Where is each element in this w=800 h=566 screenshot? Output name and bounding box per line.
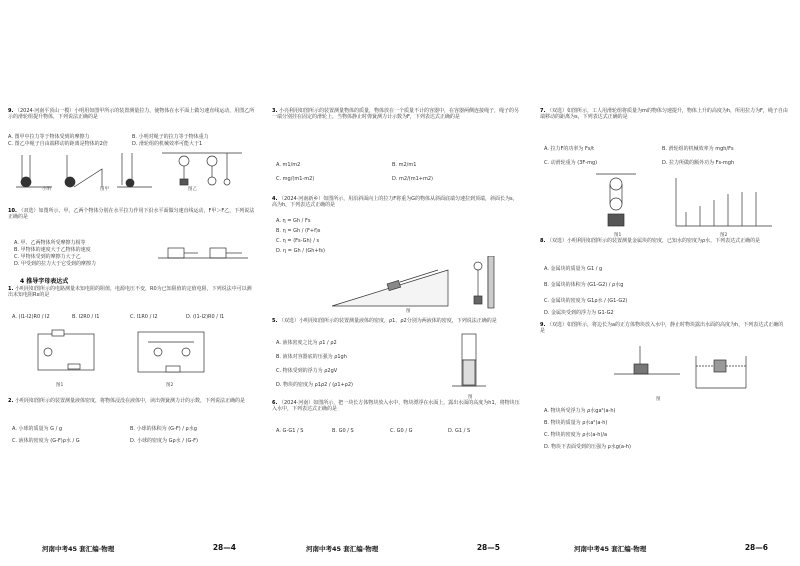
figure-label: 图甲 [100, 187, 109, 192]
figure-tank [610, 344, 750, 394]
option-c: C. η = (Fs-Gh) / s [276, 238, 320, 244]
option-a: A. 金属块的质量为 G1 / g [544, 266, 603, 272]
page-footer: 河南中考45 套汇编·物理 28—5 [306, 543, 500, 553]
option-a: A. (I1-I2)R0 / I2 [12, 314, 50, 320]
option-a: A. 拉力F的功率为 Fs/t [544, 146, 595, 152]
option-d: D. 滑轮组的机械效率可能大于1 [132, 141, 203, 147]
option-c: C. 液体的密度为 (G-F)ρ水 / G [12, 438, 80, 444]
figure-label: 图2 [166, 383, 174, 388]
option-d: D. 甲受到的拉力大于它受到的摩擦力 [14, 261, 97, 267]
option-b: B. 金属块的体积为 (G1-G2) / ρ水g [544, 282, 624, 288]
figure-label: 小明 [42, 187, 51, 192]
column-right [540, 104, 788, 504]
option-d: D. (I1-I2)R0 / I1 [186, 314, 225, 320]
option-a: A. 物块所受浮力为 ρ水ga²(a-h) [544, 408, 616, 414]
figure-label: 图 [656, 397, 661, 402]
column-left [8, 104, 256, 504]
question-6: 6. （2024·河南）如图所示，把一块长方体物块放入水中，物块漂浮在水面上，露出水面的高度为h1，将物块压入水中，下列表达式正确的是 [272, 400, 520, 413]
option-d: D. 拉力所做的额外功为 Fs-mgh [662, 160, 735, 166]
option-b: B. 小球的体积为 (G-F) / ρ水g [130, 426, 197, 432]
figure-q10 [158, 242, 248, 268]
option-c: C. 甲物体受到的摩擦力大于乙 [14, 254, 81, 260]
question-9: 9. （2024·河南平顶山一模）小明用如图甲所示的装置测量拉力，使物体在水平面上做匀速直线运动，用图乙所示的滑轮组提升物体，下列说法正确的是 [8, 108, 255, 121]
option-c: C. 图乙中绳子自由端移动的距离是物体的2倍 [8, 141, 108, 147]
question-4: 4. （2024·河南新乡）如图所示，用沿斜面向上的拉力F将重为G的物体从斜面底端匀速拉到顶端，斜面长为s，高为h，下列表达式正确的是 [272, 196, 518, 209]
question-7: 7. （双选）如图所示，工人用滑轮组将质量为m的物体匀速提升，物体上升的高度为h，所用拉力为F，绳子自由端移动的距离为s，下列表达式正确的是 [540, 108, 788, 121]
option-c: C. mg/(m1-m2) [276, 176, 315, 182]
option-c: C. 物块的密度为 ρ水(a-h)/a [544, 432, 608, 438]
option-a: A. η = Gh / Fs [276, 218, 311, 224]
question-10: 10. （双选）如图所示，甲、乙两个物体分别在水平拉力作用下沿水平面做匀速直线运动，F甲＞F乙，下列说法正确的是 [8, 208, 255, 221]
option-b: B. 滑轮组的机械效率为 mgh/Fs [662, 146, 734, 152]
option-d: D. 金属块受到的浮力为 G1-G2 [544, 310, 614, 316]
figure-incline [328, 256, 518, 312]
option-c: C. 动滑轮重为 (3F-mg) [544, 160, 598, 166]
option-b: B. 甲物体的速度大于乙物体的速度 [14, 247, 91, 253]
option-b: B. I2R0 / I1 [72, 314, 100, 320]
figure-label: 图1 [614, 233, 622, 238]
figure-tube [432, 324, 512, 394]
option-a: A. m1/m2 [276, 162, 301, 168]
option-d: D. G1 / S [448, 428, 471, 434]
question-9: 9. （双选）如图所示，将边长为a的正方体物块放入水中，静止时物块露出水面的高度为h，下列表达式正确的是 [540, 322, 784, 335]
option-d: D. m2/(m1+m2) [392, 176, 433, 182]
question-3: 3. 小亮利用如图所示的装置测量物体的质量，物体放在一个质量不计的容器中，在容器两侧连接绳子，绳子的另一端分别挂在固定的滑轮上，当物体静止时弹簧测力计示数为F，下列表达式正确的是 [272, 108, 519, 121]
page-footer: 河南中考45 套汇编·物理 28—6 [574, 543, 768, 553]
figure-label: 图 [468, 395, 473, 400]
option-a: A. G-G1 / S [276, 428, 304, 434]
question-8: 8. （双选）小明利用如图所示的装置测量金属块的密度，已知水的密度为ρ水，下列表达式正确的是 [540, 238, 761, 244]
figure-label: 图2 [720, 233, 728, 238]
option-a: A. 甲、乙两物体所受摩擦力相等 [14, 240, 86, 246]
option-b: B. 液体对容器底的压强为 ρ1gh [276, 354, 347, 360]
question-2: 2. 小明用如图所示的装置测量液体密度，将物体浸没在液体中，读出弹簧测力计的示数，下列说法正确的是 [8, 398, 245, 404]
question-5: 5. （双选）小明用如图所示的装置测量液体的密度，ρ1、ρ2分别为两液体的密度，下列说法正确的是 [272, 318, 497, 324]
option-a: A. 图甲中拉力等于物体受到的摩擦力 [8, 134, 90, 140]
option-c: C. G0 / G [390, 428, 413, 434]
option-d: D. 物块的密度为 ρ1ρ2 / (ρ1+ρ2) [276, 382, 353, 388]
option-a: A. 液体密度之比为 ρ1 / ρ2 [276, 340, 337, 346]
option-b: B. 物块的质量为 ρ水a²(a-h) [544, 420, 608, 426]
column-middle [272, 104, 520, 504]
option-d: D. 小球的密度为 Gρ水 / (G-F) [130, 438, 198, 444]
option-c: C. 物体受到的浮力为 ρ2gV [276, 368, 338, 374]
section-heading: 4 推导字母表达式 [20, 278, 69, 285]
figure-label: 图 [406, 309, 411, 314]
option-d: D. η = Gh / (Gh+fs) [276, 248, 325, 254]
figure-circuits [28, 326, 218, 382]
option-b: B. m2/m1 [392, 162, 417, 168]
option-b: B. 小明对绳子的拉力等于物体重力 [132, 134, 209, 140]
option-b: B. G0 / S [332, 428, 354, 434]
question-1: 1. 小明用如图所示的电路测量未知电阻的阻值，电源电压不变，R0为已知阻值的定值电阻，下列说法中可以测出未知电阻Rx的是 [8, 286, 252, 299]
option-b: B. η = Gh / (F+f)s [276, 228, 321, 234]
option-a: A. 小球的质量为 G / g [12, 426, 63, 432]
figure-pulley [596, 172, 776, 232]
option-c: C. I1R0 / I2 [130, 314, 158, 320]
option-c: C. 金属块的密度为 G1ρ水 / (G1-G2) [544, 298, 628, 304]
option-d: D. 物块下表面受到的压强为 ρ水g(a-h) [544, 444, 631, 450]
figure-label: 图1 [56, 383, 64, 388]
figure-label: 图乙 [188, 187, 197, 192]
page-footer: 河南中考45 套汇编·物理 28—4 [42, 543, 236, 553]
